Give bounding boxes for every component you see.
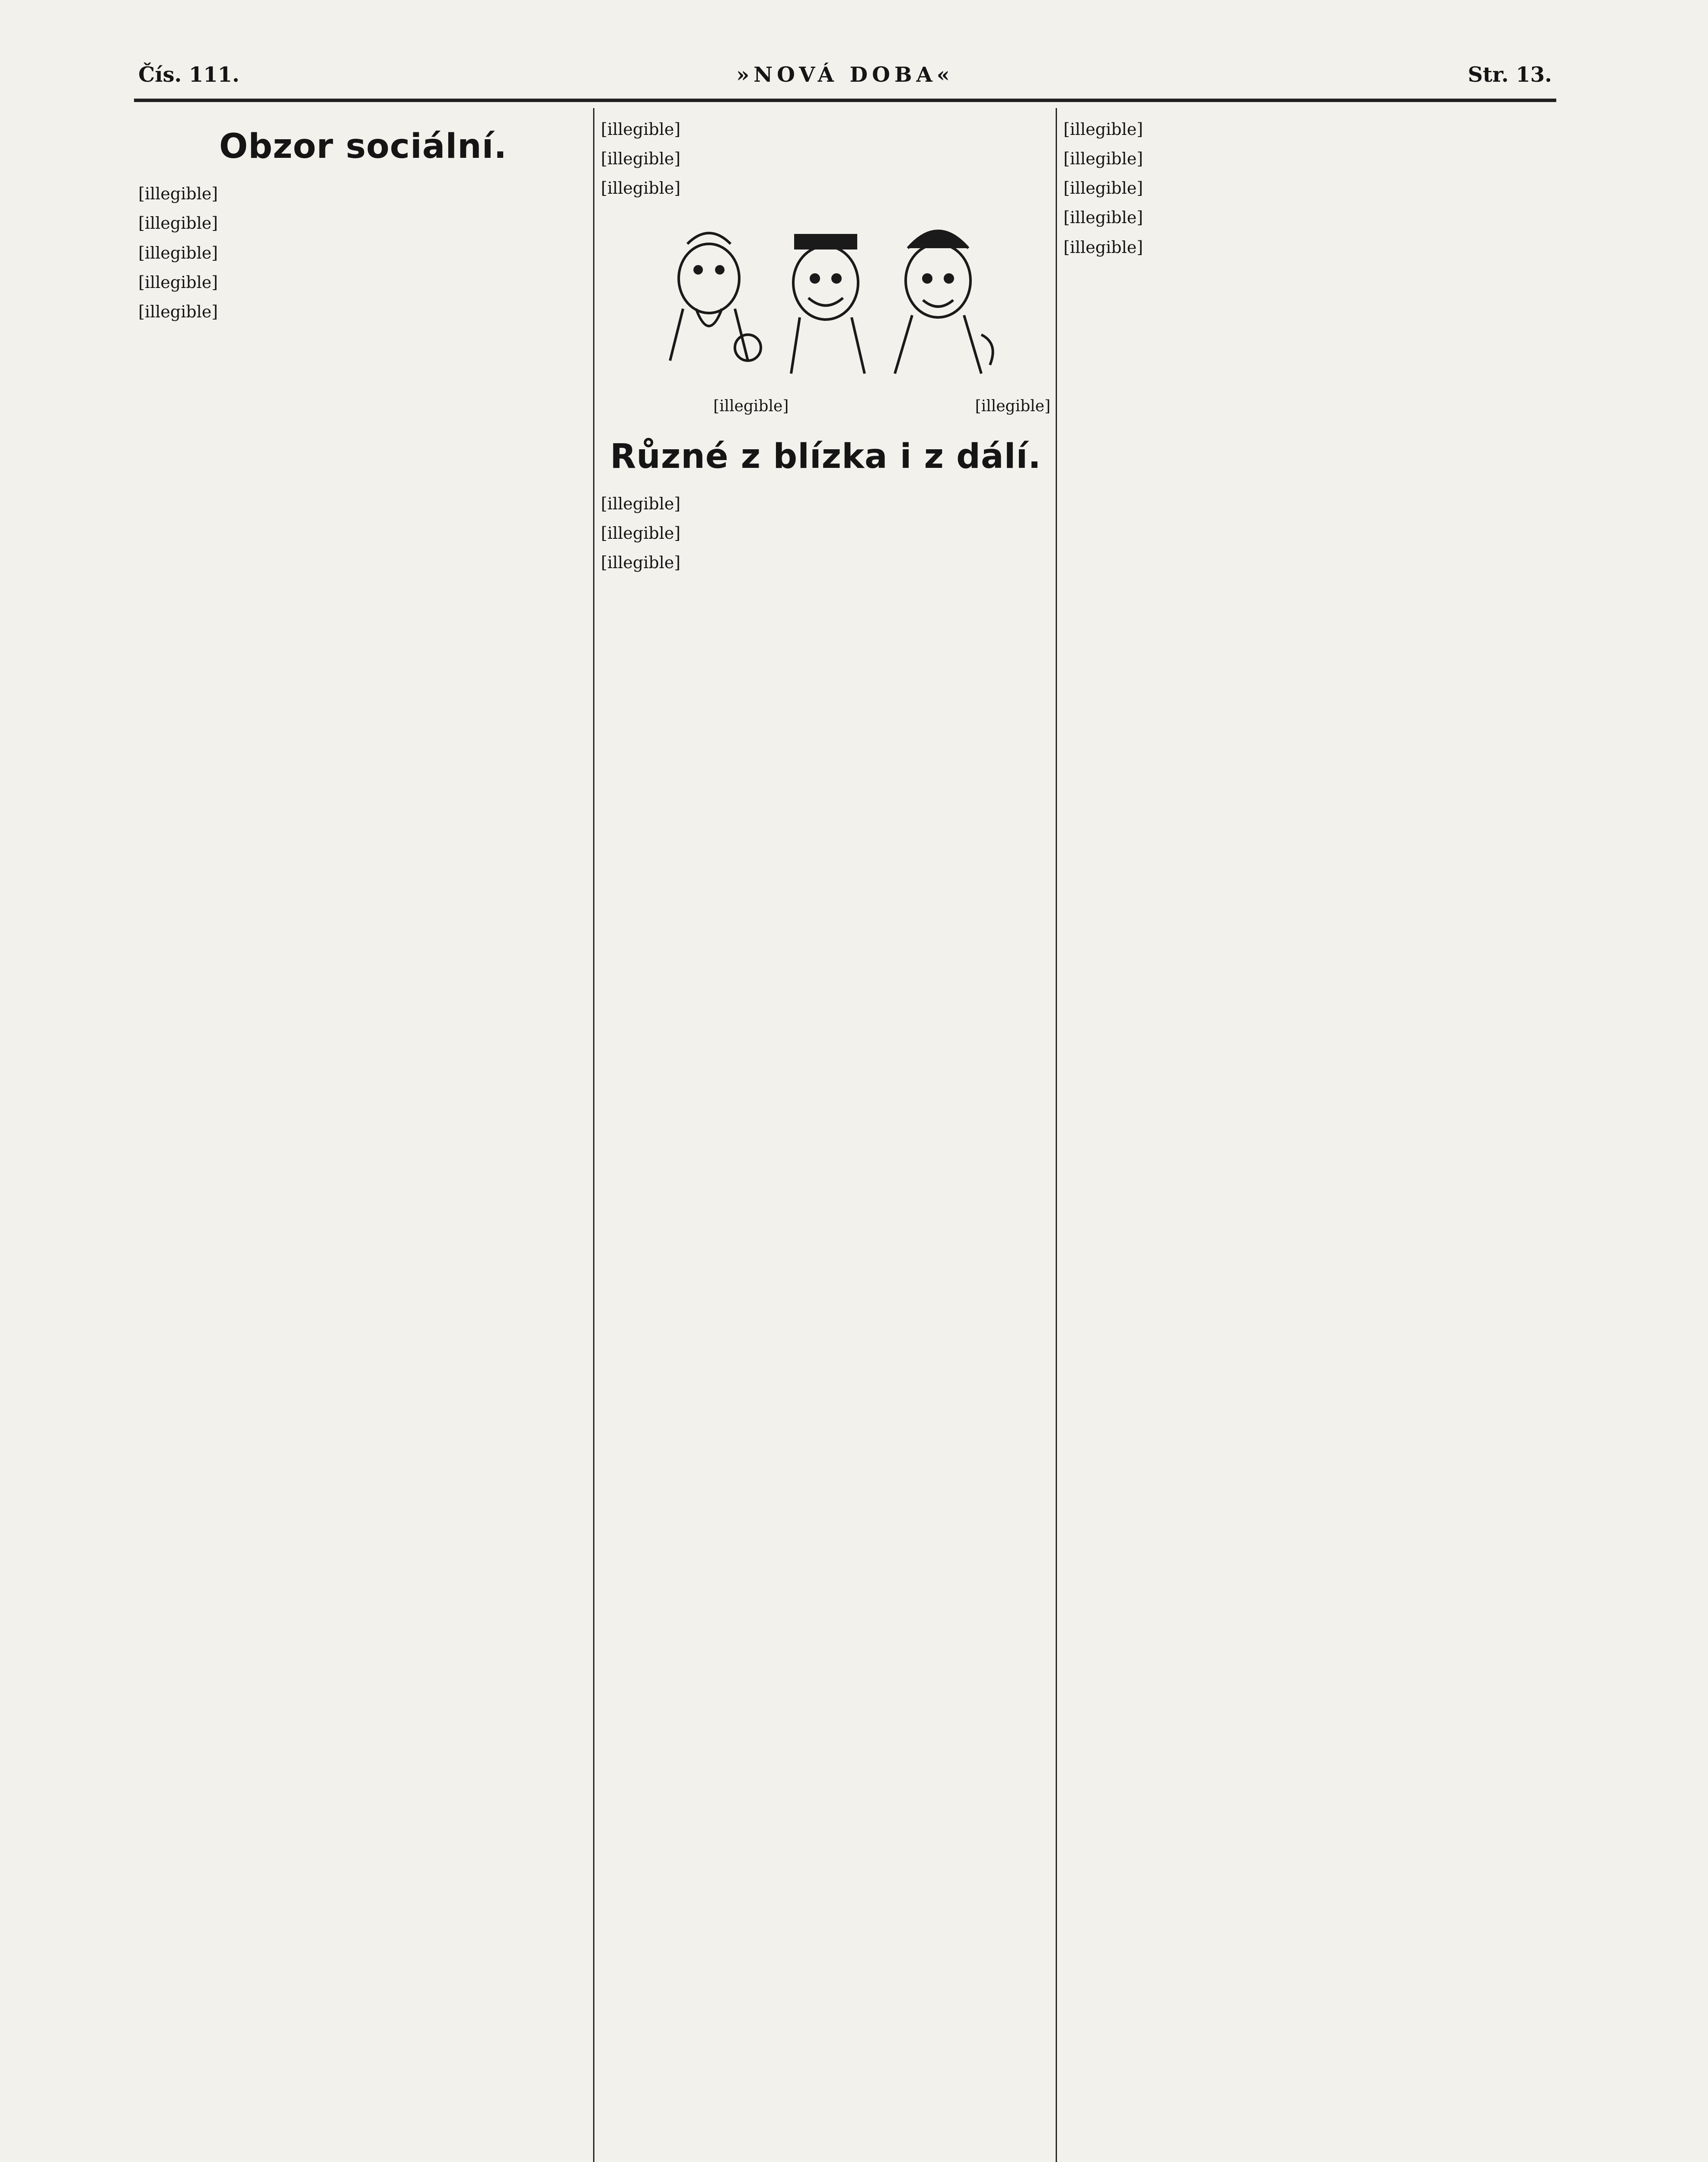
article-paragraph: [illegible] [601, 120, 681, 139]
caption-verse: [illegible] [713, 397, 789, 416]
article-paragraph: [illegible] [601, 524, 681, 543]
article-paragraph: [illegible] [601, 179, 681, 198]
article-paragraph: [illegible] [138, 184, 218, 204]
cartoon-figures-image [610, 205, 1042, 387]
article-paragraph: [illegible] [1063, 120, 1143, 139]
column-rule-right [1056, 108, 1057, 2162]
column-rule-left [593, 108, 594, 2162]
article-paragraph: [illegible] [1063, 179, 1143, 198]
column-3 [1063, 117, 1513, 2162]
column-1 [138, 117, 588, 2162]
newspaper-title: »NOVÁ DOBA« [736, 63, 954, 87]
article-paragraph: [illegible] [138, 214, 218, 233]
article-paragraph: [illegible] [601, 494, 681, 513]
cartoon-caption [713, 395, 1050, 418]
article-paragraph: [illegible] [601, 149, 681, 169]
section-heading-social: Obzor sociální. [219, 127, 507, 166]
caption-signature: [illegible] [975, 397, 1050, 416]
cartoon-illustration [610, 205, 1042, 387]
page-number: Str. 13. [1468, 63, 1552, 87]
article-paragraph: [illegible] [138, 302, 218, 321]
article-paragraph: [illegible] [1063, 237, 1143, 257]
column-2 [601, 117, 1050, 2162]
article-paragraph: [illegible] [138, 272, 218, 292]
article-paragraph: [illegible] [1063, 149, 1143, 169]
page-header [138, 54, 1552, 97]
issue-number: Čís. 111. [138, 63, 239, 87]
article-paragraph: [illegible] [138, 243, 218, 262]
section-heading-various: Různé z blízka i z dálí. [610, 437, 1041, 476]
article-paragraph: [illegible] [601, 553, 681, 572]
header-rule [134, 99, 1556, 102]
article-paragraph: [illegible] [1063, 208, 1143, 227]
